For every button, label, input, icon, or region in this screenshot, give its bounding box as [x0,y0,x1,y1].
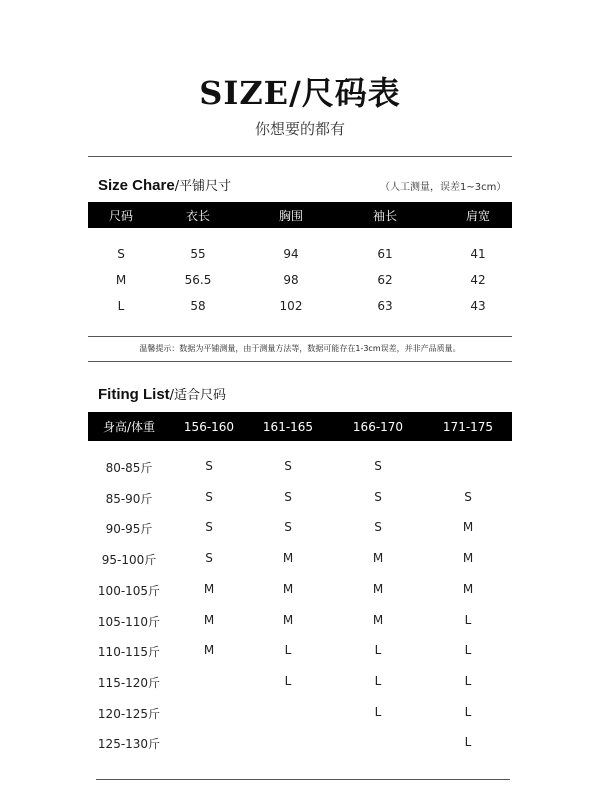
fit-header-cell: 身高/体重 [102,420,156,434]
fit-table-cell: S [205,520,213,535]
fitting-list-title-zh: /适合尺码 [169,388,227,403]
fit-table-cell: 120-125斤 [97,706,161,721]
size-chart-title [98,175,231,194]
fit-table-cell: M [282,581,294,596]
fit-table-cell: M [282,551,294,566]
fit-table-cell: L [464,643,472,658]
fitting-list-header [88,412,512,441]
fit-table-cell: S [284,489,292,504]
fit-table-cell: L [464,735,472,750]
size-table-cell: 94 [283,247,299,261]
page-subtitle: 你想要的都有 [254,120,345,138]
divider [88,336,512,337]
size-table-cell: S [117,247,125,261]
fit-table-cell: 85-90斤 [105,491,153,506]
size-table-cell: 61 [377,247,393,261]
fit-table-cell: M [462,520,474,535]
divider [88,361,512,362]
size-table-cell: 43 [470,299,486,313]
fit-table-cell: 100-105斤 [97,583,161,598]
size-table-cell: M [115,273,127,287]
size-table-cell: L [117,299,125,313]
fit-table-cell: L [284,673,292,688]
fit-table-cell: 80-85斤 [105,461,153,475]
divider [88,156,512,157]
fitting-list-title-en: Fiting List [98,386,170,403]
fit-header-cell: 156-160 [183,419,235,434]
fit-table-cell: L [464,673,472,688]
page-title: SIZE/尺码表 [199,74,401,112]
fit-table-cell: 110-115斤 [97,645,161,660]
fit-table-cell: M [203,581,215,596]
fit-table-cell: L [374,704,382,719]
fit-header-cell: 171-175 [442,419,494,434]
fit-table-cell: M [462,551,474,566]
size-header-cell: 袖长 [372,208,397,223]
fit-table-cell: S [205,459,213,473]
fit-table-cell: L [374,673,382,688]
fit-table-cell: M [203,612,215,627]
size-table-cell: 58 [190,299,206,313]
fit-table-cell: M [372,612,384,627]
fit-table-cell: L [284,643,292,658]
size-table-cell: 98 [283,273,299,287]
size-table-cell: 56.5 [184,273,212,287]
size-header-cell: 衣长 [185,208,210,223]
fit-table-cell: S [205,551,213,566]
fit-header-cell: 166-170 [352,419,404,434]
fit-table-cell: 125-130斤 [97,737,161,752]
size-header-cell: 胸围 [278,208,303,223]
size-header-cell: 肩宽 [465,208,490,223]
fit-table-cell: L [464,612,472,627]
size-table-cell: 62 [377,273,393,287]
size-table-cell: 63 [377,299,393,313]
size-table-cell: 102 [279,299,303,313]
fit-table-cell: S [374,459,382,473]
size-chart-header [88,202,512,228]
fit-table-cell: 105-110斤 [97,614,161,629]
size-table-cell: 42 [470,273,486,287]
size-chart-title-zh: /平铺尺寸 [174,179,232,194]
fit-table-cell: S [464,489,472,504]
fit-table-cell: M [282,612,294,627]
size-chart-note: （人工测量，误差1~3cm） [380,182,507,193]
fit-table-cell: 90-95斤 [105,522,153,537]
fit-table-cell: S [374,520,382,535]
size-chart-title-en: Size Chare [98,177,175,194]
size-table-cell: 55 [190,247,206,261]
fit-table-cell: S [284,459,292,473]
size-chart-tip: 温馨提示：数据为平铺测量，由于测量方法等，数据可能存在1-3cm误差，并非产品质量。 [139,344,461,353]
fit-table-cell: M [462,581,474,596]
fit-table-cell: S [374,489,382,504]
fit-table-cell: M [372,551,384,566]
fit-table-cell: 95-100斤 [101,553,157,568]
fit-table-cell: L [374,643,382,658]
fit-table-cell: S [205,489,213,504]
divider [96,779,510,780]
fit-table-cell: L [464,704,472,719]
fit-table-cell: M [203,643,215,658]
size-header-cell: 尺码 [108,208,133,223]
fitting-list-title [98,384,226,403]
size-table-cell: 41 [470,247,486,261]
fit-header-cell: 161-165 [262,419,314,434]
fit-table-cell: 115-120斤 [97,675,161,690]
fit-table-cell: M [372,581,384,596]
fit-table-cell: S [284,520,292,535]
